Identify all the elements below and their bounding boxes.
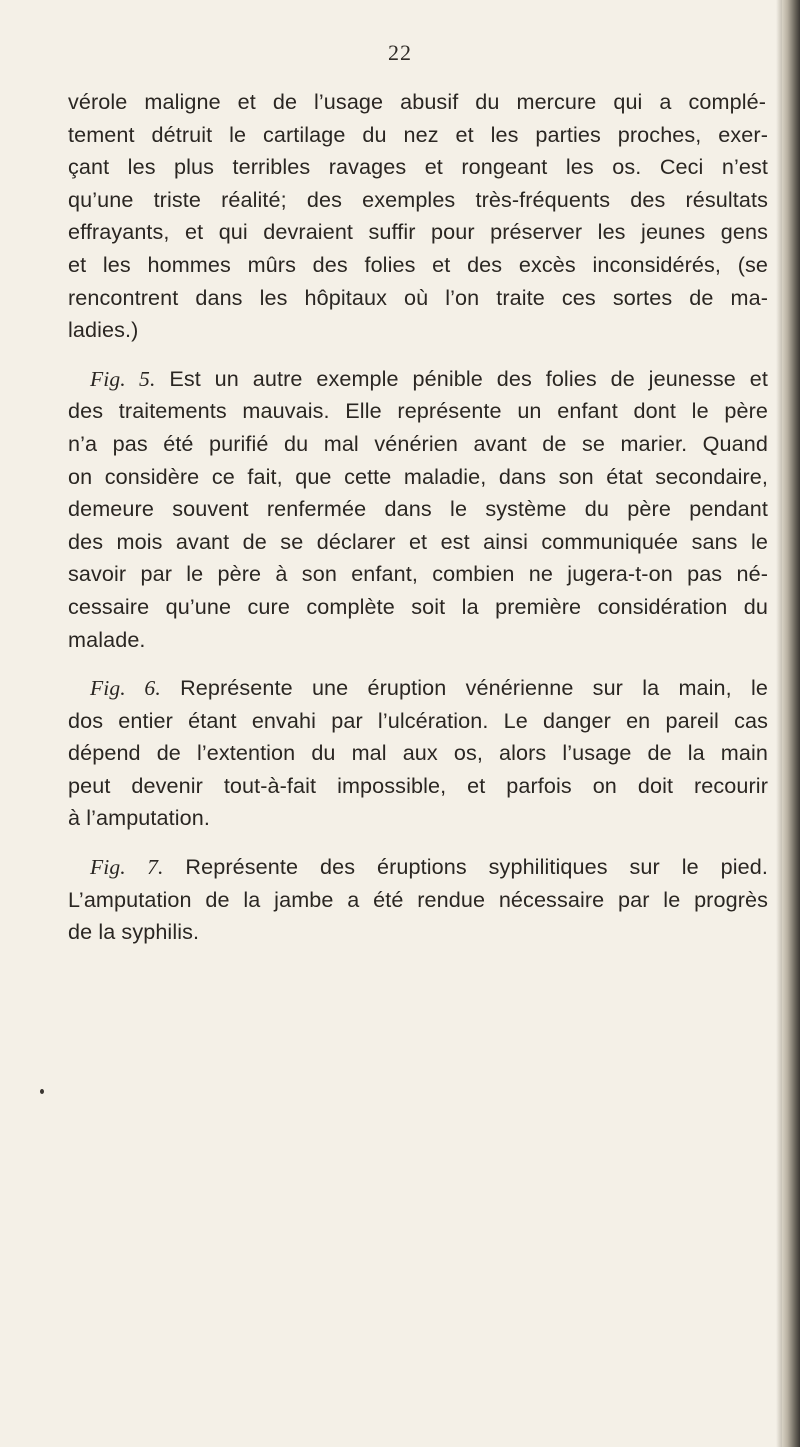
text-line: on considère ce fait, que cette maladie, dans son état secondaire, [68, 463, 768, 489]
text-line: et les hommes mûrs des folies et des excès inconsidérés, (se [68, 251, 768, 277]
text-line: des mois avant de se déclarer et est ainsi communiquée sans le [68, 528, 768, 554]
fig-label: Fig. 5. [90, 366, 156, 391]
text-line: qu’une triste réalité; des exemples très-fréquents des résultats [68, 186, 768, 212]
text-line: effrayants, et qui devraient suffir pour préserver les jeunes gens [68, 219, 768, 245]
ink-speck [40, 1089, 44, 1094]
text-line: peut devenir tout-à-fait impossible, et parfois on doit recourir [68, 772, 768, 798]
text-line: tement détruit le cartilage du nez et les parties proches, exer- [68, 121, 768, 147]
fig-label: Fig. 6. [90, 676, 161, 701]
text-line: malade. [68, 626, 146, 652]
text-line: ladies.) [68, 317, 139, 343]
text-line-rest: Est un autre exemple pénible des folies de jeunesse et [155, 365, 768, 391]
text-line: rencontrent dans les hôpitaux où l’on traite ces sortes de ma- [68, 284, 768, 310]
text-line: n’a pas été purifié du mal vénérien avant de se marier. Quand [68, 430, 768, 456]
text-line-rest: Représente une éruption vénérienne sur la main, le [160, 675, 769, 701]
binding-edge [782, 0, 800, 1447]
text-line [68, 851, 768, 884]
paragraph-fig-5 [68, 363, 768, 656]
text-line: dos entier étant envahi par l’ulcération. Le danger en pareil cas [68, 707, 768, 733]
paragraph-fig-7 [68, 851, 768, 949]
text-line: dépend de l’extention du mal aux os, alors l’usage de la main [68, 740, 768, 766]
text-line: vérole maligne et de l’usage abusif du mercure qui a complé- [68, 89, 766, 114]
text-line: L’amputation de la jambe a été rendue nécessaire par le progrès [68, 886, 768, 912]
text-line-rest: Représente des éruptions syphilitiques sur le pied. [163, 854, 768, 880]
text-line [68, 363, 768, 396]
text-line: de la syphilis. [68, 919, 200, 945]
text-line: savoir par le père à son enfant, combien ne jugera-t-on pas né- [68, 561, 768, 587]
text-line: cessaire qu’une cure complète soit la première considération du [68, 593, 768, 619]
text-line: des traitements mauvais. Elle représente un enfant dont le père [68, 398, 768, 424]
text-line: à l’amputation. [68, 805, 210, 831]
text-line: çant les plus terribles ravages et rongeant les os. Ceci n’est [68, 154, 768, 180]
fig-label: Fig. 7. [90, 855, 164, 880]
page-number: 22 [388, 40, 412, 65]
body-text [68, 86, 768, 949]
text-line: demeure souvent renfermée dans le système du père pendant [68, 496, 768, 522]
paragraph-1 [68, 86, 768, 347]
text-line [68, 672, 768, 705]
paragraph-fig-6 [68, 672, 768, 835]
